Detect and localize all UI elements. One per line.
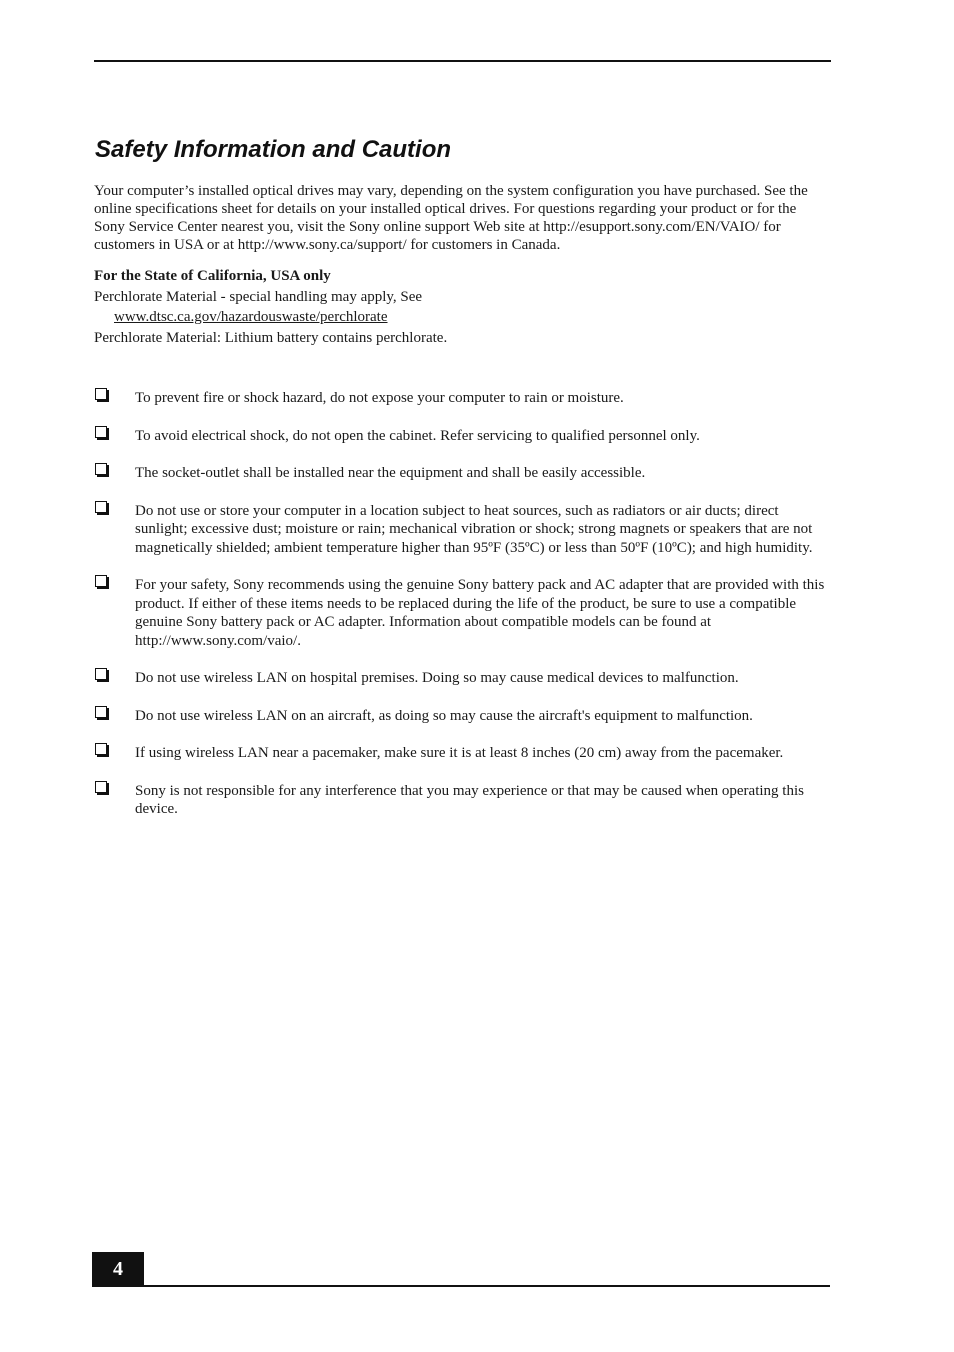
list-item: For your safety, Sony recommends using the genuine Sony battery pack and AC adapter that are provided with this product. If either of these items needs to be replaced during the life of the product, be sure to use a compatible genuine Sony battery pack or AC adapter. Information about compatible models can be found at http://www.sony.com/vaio/.	[94, 573, 834, 650]
header-rule	[94, 60, 831, 62]
list-item: Sony is not responsible for any interference that you may experience or that may be caused when operating this device.	[94, 779, 834, 819]
checkbox-bullet-icon	[95, 706, 107, 718]
california-notice	[94, 266, 830, 348]
page-number: 4	[92, 1252, 144, 1287]
checkbox-bullet-icon	[95, 388, 107, 400]
checkbox-bullet-icon	[95, 668, 107, 680]
list-item: To avoid electrical shock, do not open the cabinet. Refer servicing to qualified personnel only.	[94, 424, 834, 446]
perchlorate-line: Perchlorate Material - special handling may apply, See	[94, 288, 423, 305]
checkbox-bullet-icon	[95, 781, 107, 793]
page-title: Safety Information and Caution	[95, 136, 452, 163]
checkbox-bullet-icon	[95, 575, 107, 587]
checkbox-bullet-icon	[95, 501, 107, 513]
checkbox-bullet-icon	[95, 463, 107, 475]
list-item: If using wireless LAN near a pacemaker, make sure it is at least 8 inches (20 cm) away from the pacemaker.	[94, 741, 834, 763]
perchlorate-battery-line: Perchlorate Material: Lithium battery contains perchlorate.	[94, 329, 448, 346]
safety-bullet-list	[94, 386, 834, 835]
california-heading: For the State of California, USA only	[94, 268, 331, 284]
checkbox-bullet-icon	[95, 426, 107, 438]
list-item: The socket-outlet shall be installed near the equipment and shall be easily accessible.	[94, 461, 834, 483]
perchlorate-link[interactable]: www.dtsc.ca.gov/hazardouswaste/perchlorate	[114, 309, 388, 325]
list-item: Do not use wireless LAN on an aircraft, as doing so may cause the aircraft's equipment to malfunction.	[94, 704, 834, 726]
list-item: To prevent fire or shock hazard, do not expose your computer to rain or moisture.	[94, 386, 834, 408]
list-item: Do not use wireless LAN on hospital premises. Doing so may cause medical devices to malfunction.	[94, 666, 834, 688]
list-item: Do not use or store your computer in a location subject to heat sources, such as radiators or air ducts; direct sunlight; excessive dust; moisture or rain; mechanical vibration or shock; strong magnets or speakers that are not magnetically shielded; ambient temperature higher than 95ºF (35ºC) or less than 50ºF (10ºC); and high humidity.	[94, 499, 834, 558]
intro-paragraph: Your computer’s installed optical drives may vary, depending on the system configuration you have purchased. See the online specifications sheet for details on your installed optical drives. For questions regarding your product or for the Sony Service Center nearest you, visit the Sony online support Web site at http://esupport.sony.com/EN/VAIO/ for customers in USA or at http://www.sony.ca/support/ for customers in Canada.	[94, 183, 808, 253]
checkbox-bullet-icon	[95, 743, 107, 755]
footer-rule	[92, 1285, 830, 1287]
